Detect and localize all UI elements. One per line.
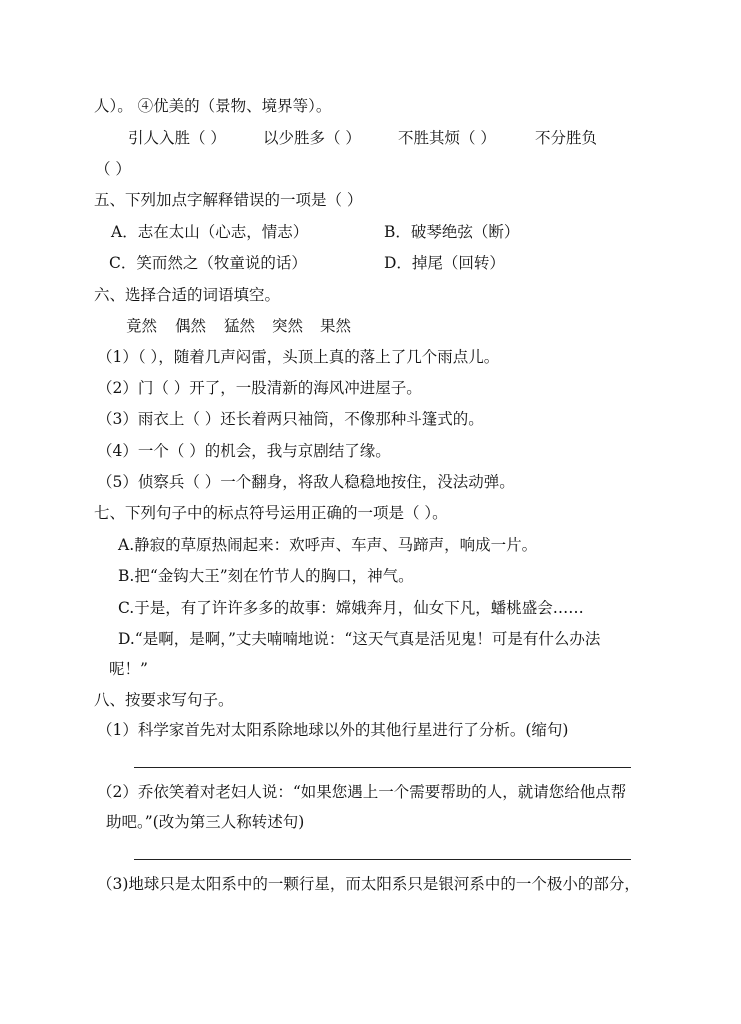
question-heading: 八、按要求写句子。 <box>94 691 234 709</box>
option-c: C.于是，有了许许多多的故事：嫦娥奔月，仙女下凡，蟠桃盛会…… <box>118 599 584 617</box>
rewrite-item: （1）科学家首先对太阳系除地球以外的其他行星进行了分析。(缩句) <box>97 721 569 739</box>
option-a: A.静寂的草原热闹起来：欢呼声、车声、马蹄声，响成一片。 <box>118 536 538 554</box>
fill-item: （2）门（ ）开了，一股清新的海风冲进屋子。 <box>97 379 422 397</box>
word-bank-item: 偶然 <box>175 317 207 335</box>
text-line: 人）。 ④优美的（景物、境界等）。 <box>94 97 332 115</box>
question-heading: 六、选择合适的词语填空。 <box>94 286 281 304</box>
question-heading: 七、下列句子中的标点符号运用正确的一项是（ ）。 <box>94 504 448 522</box>
fill-item: （3）雨衣上（ ）还长着两只袖筒，不像那种斗篷式的。 <box>97 410 484 428</box>
rewrite-item-continued: 助吧。”(改为第三人称转述句) <box>106 813 305 831</box>
idiom-item: 不分胜负 <box>535 129 598 147</box>
option-c: C．笑而然之（牧童说的话） <box>109 254 307 272</box>
option-d-continued: 呢！” <box>109 660 148 678</box>
fill-item: （5）侦察兵（ ）一个翻身，将敌人稳稳地按住，没法动弹。 <box>97 473 515 491</box>
word-bank-item: 猛然 <box>224 317 256 335</box>
idiom-item: 引人入胜（ ） <box>128 129 226 147</box>
rewrite-item: （2）乔依笑着对老妇人说：“如果您遇上一个需要帮助的人，就请您给他点帮 <box>97 783 627 801</box>
option-b: B.把“金钩大王”刻在竹节人的胸口，神气。 <box>118 567 414 585</box>
fill-item: （4）一个（ ）的机会，我与京剧结了缘。 <box>97 442 391 460</box>
answer-line <box>134 859 631 860</box>
answer-line <box>134 767 631 768</box>
word-bank-item: 竟然 <box>126 317 158 335</box>
word-bank-item: 果然 <box>320 317 352 335</box>
idiom-item: 不胜其烦（ ） <box>398 129 496 147</box>
question-heading: 五、下列加点字解释错误的一项是（ ） <box>94 191 363 209</box>
word-bank-item: 突然 <box>272 317 304 335</box>
option-a: A．志在太山（心志，情志） <box>111 223 309 241</box>
text-line: （ ） <box>95 160 131 178</box>
rewrite-item: （3)地球只是太阳系中的一颗行星，而太阳系只是银河系中的一个极小的部分， <box>97 875 640 893</box>
option-d: D.“是啊，是啊，”丈夫喃喃地说：“这天气真是活见鬼！可是有什么办法 <box>118 630 601 648</box>
option-d: D．掉尾（回转） <box>384 254 505 272</box>
idiom-item: 以少胜多（ ） <box>263 129 361 147</box>
fill-item: （1）（ ），随着几声闷雷，头顶上真的落上了几个雨点儿。 <box>97 348 500 366</box>
option-b: B．破琴绝弦（断） <box>384 223 520 241</box>
